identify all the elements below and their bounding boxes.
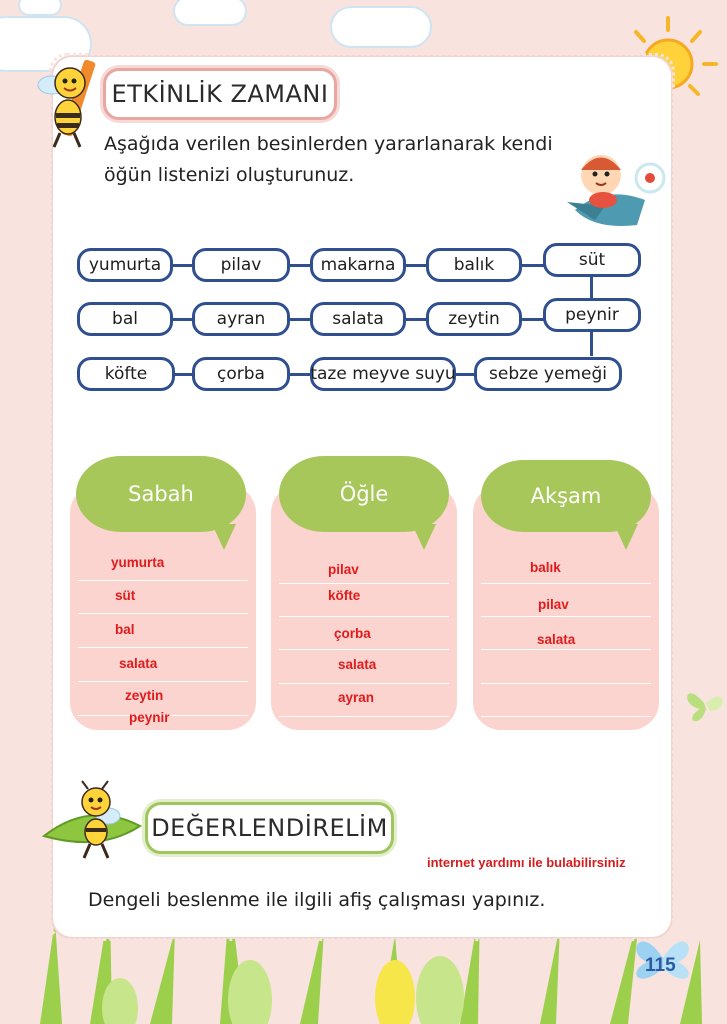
answer-sabah: süt	[115, 588, 136, 603]
food-chip: bal	[77, 302, 173, 336]
food-chip: yumurta	[77, 248, 173, 282]
writing-line	[481, 583, 651, 584]
bubble-tail	[614, 524, 638, 550]
food-chip: zeytin	[426, 302, 522, 336]
writing-line	[481, 649, 651, 650]
writing-line	[78, 580, 248, 581]
writing-line	[279, 649, 449, 650]
answer-aksam: salata	[537, 632, 576, 647]
answer-aksam: pilav	[538, 597, 569, 612]
cloud-icon	[332, 8, 430, 46]
writing-line	[78, 681, 248, 682]
chain-link	[170, 264, 194, 267]
butterfly-icon	[680, 675, 727, 730]
writing-line	[279, 583, 449, 584]
cloud-icon	[20, 0, 60, 14]
answer-ogle: köfte	[328, 588, 361, 603]
answer-sabah: peynir	[129, 710, 170, 725]
evaluation-title: DEĞERLENDİRELİM	[145, 802, 394, 854]
instruction-line-1: Aşağıda verilen besinlerden yararlanarak kendi	[104, 133, 553, 155]
writing-line	[279, 683, 449, 684]
chain-link	[172, 373, 194, 376]
activity-title: ETKİNLİK ZAMANI	[103, 68, 337, 120]
instruction-line-2: öğün listenizi oluşturunuz.	[104, 164, 355, 186]
food-chip: pilav	[192, 248, 290, 282]
food-chip: salata	[310, 302, 406, 336]
bubble-tail	[412, 524, 436, 550]
food-chip: ayran	[192, 302, 290, 336]
writing-line	[481, 683, 651, 684]
chain-link	[404, 318, 428, 321]
bee-with-pencil-icon	[34, 55, 109, 155]
meal-label-ogle: Öğle	[279, 456, 449, 532]
answer-sabah: bal	[115, 622, 135, 637]
food-chip: çorba	[192, 357, 290, 391]
food-chip: makarna	[310, 248, 406, 282]
meal-label-aksam: Akşam	[481, 460, 651, 532]
food-chip: taze meyve suyu	[310, 357, 456, 391]
meal-label-sabah: Sabah	[76, 456, 246, 532]
food-chip: sebze yemeği	[474, 357, 622, 391]
answer-sabah: yumurta	[111, 555, 165, 570]
chain-link	[288, 264, 312, 267]
page-number: 115	[645, 955, 676, 976]
answer-ogle: ayran	[338, 690, 375, 705]
writing-line	[481, 716, 651, 717]
writing-line	[481, 616, 651, 617]
food-chip: süt	[543, 243, 641, 277]
writing-line	[78, 613, 248, 614]
chain-link	[404, 264, 428, 267]
writing-line	[279, 616, 449, 617]
answer-ogle: çorba	[334, 626, 371, 641]
pilot-kid-airplane-icon	[565, 140, 670, 240]
answer-sabah: zeytin	[125, 688, 164, 703]
answer-aksam: balık	[530, 560, 561, 575]
writing-line	[279, 716, 449, 717]
bee-on-leaf-icon	[40, 780, 145, 870]
chain-link	[288, 373, 312, 376]
bubble-tail	[212, 524, 236, 550]
answer-ogle: salata	[338, 657, 377, 672]
chain-link	[288, 318, 312, 321]
food-chip: peynir	[543, 298, 641, 332]
hint-note: internet yardımı ile bulabilirsiniz	[427, 855, 626, 870]
chain-link	[454, 373, 476, 376]
chain-link	[590, 276, 593, 300]
food-chip: balık	[426, 248, 522, 282]
evaluation-task: Dengeli beslenme ile ilgili afiş çalışması yapınız.	[88, 889, 546, 911]
writing-line	[78, 647, 248, 648]
cloud-icon	[175, 0, 245, 24]
answer-sabah: salata	[119, 656, 158, 671]
chain-link	[590, 330, 593, 356]
food-chip: köfte	[77, 357, 175, 391]
answer-ogle: pilav	[328, 562, 359, 577]
chain-link	[170, 318, 194, 321]
